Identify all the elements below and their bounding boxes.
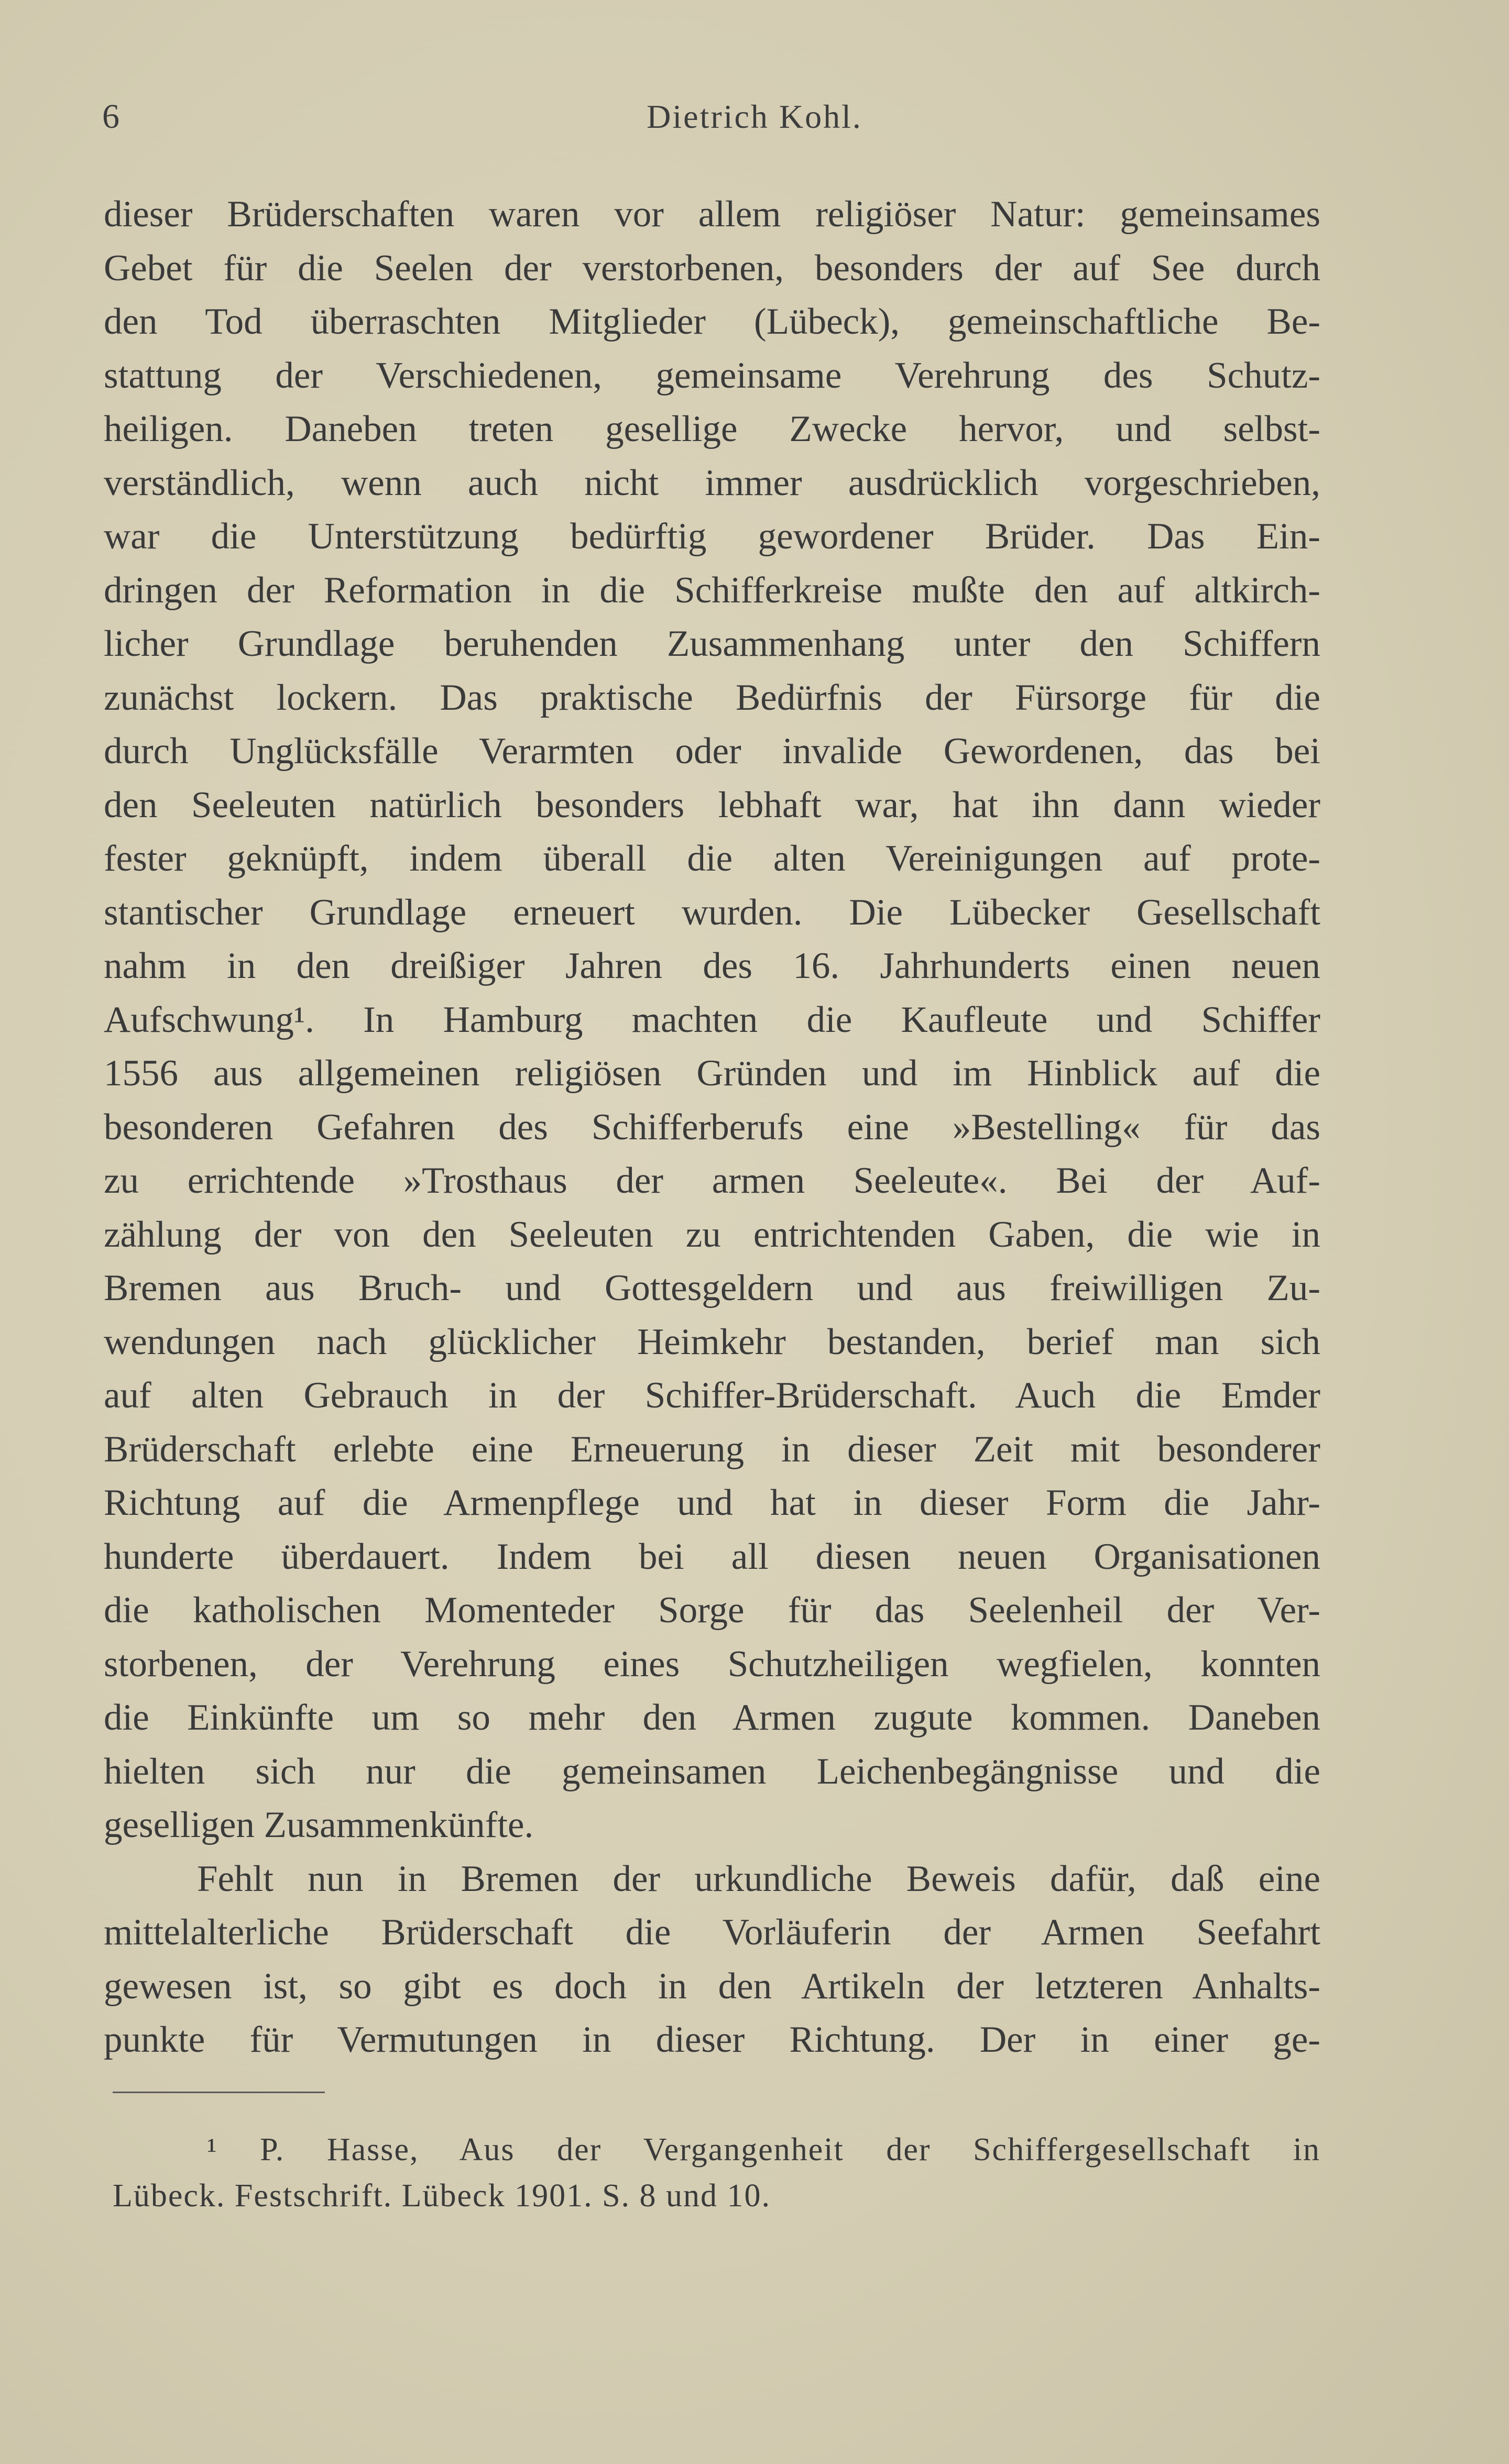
text-line: fester geknüpft, indem überall die alten Vereinigungen auf prote- (104, 838, 1320, 879)
text-line: geselligen Zusammenkünfte. (104, 1805, 534, 1845)
text-line: mittelalterliche Brüderschaft die Vorläuferin der Armen Seefahrt (104, 1912, 1320, 1953)
text-line: zunächst lockern. Das praktische Bedürfnis der Fürsorge für die (104, 677, 1320, 718)
body-text (104, 188, 1320, 2067)
text-line: gewesen ist, so gibt es doch in den Artikeln der letzteren Anhalts- (104, 1965, 1320, 2007)
text-line: zu errichtende »Trosthaus der armen Seeleute«. Bei der Auf- (104, 1160, 1320, 1201)
text-line: heiligen. Daneben treten gesellige Zwecke hervor, und selbst- (104, 409, 1320, 449)
text-line: den Seeleuten natürlich besonders lebhaft war, hat ihn dann wieder (104, 784, 1320, 826)
text-line: hunderte überdauert. Indem bei all diesen neuen Organisationen (104, 1536, 1320, 1577)
text-line: durch Unglücksfälle Verarmten oder invalide Gewordenen, das bei (104, 731, 1320, 772)
text-line: die Einkünfte um so mehr den Armen zugute kommen. Daneben (104, 1697, 1320, 1738)
footnote-line: Lübeck. Festschrift. Lübeck 1901. S. 8 und 10. (113, 2178, 771, 2214)
text-line: Bremen aus Bruch- und Gottesgeldern und aus freiwilligen Zu- (104, 1268, 1320, 1308)
text-line: dieser Brüderschaften waren vor allem religiöser Natur: gemeinsames (104, 194, 1320, 235)
text-line: Brüderschaft erlebte eine Erneuerung in dieser Zeit mit besonderer (104, 1428, 1320, 1470)
text-line: auf alten Gebrauch in der Schiffer-Brüderschaft. Auch die Emder (104, 1375, 1320, 1416)
footnote-line: ¹ P. Hasse, Aus der Vergangenheit der Schiffergesellschaft in (207, 2132, 1320, 2168)
text-line: besonderen Gefahren des Schifferberufs eine »Bestelling« für das (104, 1106, 1320, 1148)
text-line: 1556 aus allgemeinen religiösen Gründen und im Hinblick auf die (104, 1053, 1320, 1094)
text-line: punkte für Vermutungen in dieser Richtung. Der in einer ge- (104, 2019, 1320, 2060)
text-line: Fehlt nun in Bremen der urkundliche Beweis dafür, daß eine (197, 1858, 1320, 1899)
text-line: dringen der Reformation in die Schifferkreise mußte den auf altkirch- (104, 569, 1320, 611)
text-line: licher Grundlage beruhenden Zusammenhang unter den Schiffern (104, 623, 1320, 664)
text-line: stattung der Verschiedenen, gemeinsame Verehrung des Schutz- (104, 355, 1320, 396)
footnotes (113, 2127, 1320, 2219)
text-line: nahm in den dreißiger Jahren des 16. Jahrhunderts einen neuen (104, 945, 1320, 986)
text-line: war die Unterstützung bedürftig gewordener Brüder. Das Ein- (104, 516, 1320, 557)
footnote-divider (113, 2092, 325, 2093)
text-line: die katholischen Momenteder Sorge für das Seelenheil der Ver- (104, 1590, 1320, 1631)
text-line: Richtung auf die Armenpflege und hat in dieser Form die Jahr- (104, 1482, 1320, 1523)
page-number: 6 (102, 97, 119, 136)
text-line: hielten sich nur die gemeinsamen Leichenbegängnisse und die (104, 1751, 1320, 1792)
text-line: Gebet für die Seelen der verstorbenen, besonders der auf See durch (104, 247, 1320, 289)
text-line: wendungen nach glücklicher Heimkehr bestanden, berief man sich (104, 1321, 1320, 1362)
text-line: Aufschwung¹. In Hamburg machten die Kaufleute und Schiffer (104, 999, 1320, 1040)
running-head: Dietrich Kohl. (647, 98, 862, 135)
text-line: stantischer Grundlage erneuert wurden. Die Lübecker Gesellschaft (104, 892, 1320, 933)
text-line: verständlich, wenn auch nicht immer ausdrücklich vorgeschrieben, (104, 462, 1320, 503)
text-line: storbenen, der Verehrung eines Schutzheiligen wegfielen, konnten (104, 1643, 1320, 1685)
text-line: den Tod überraschten Mitglieder (Lübeck), gemeinschaftliche Be- (104, 301, 1320, 342)
text-line: zählung der von den Seeleuten zu entrichtenden Gaben, die wie in (104, 1214, 1320, 1255)
